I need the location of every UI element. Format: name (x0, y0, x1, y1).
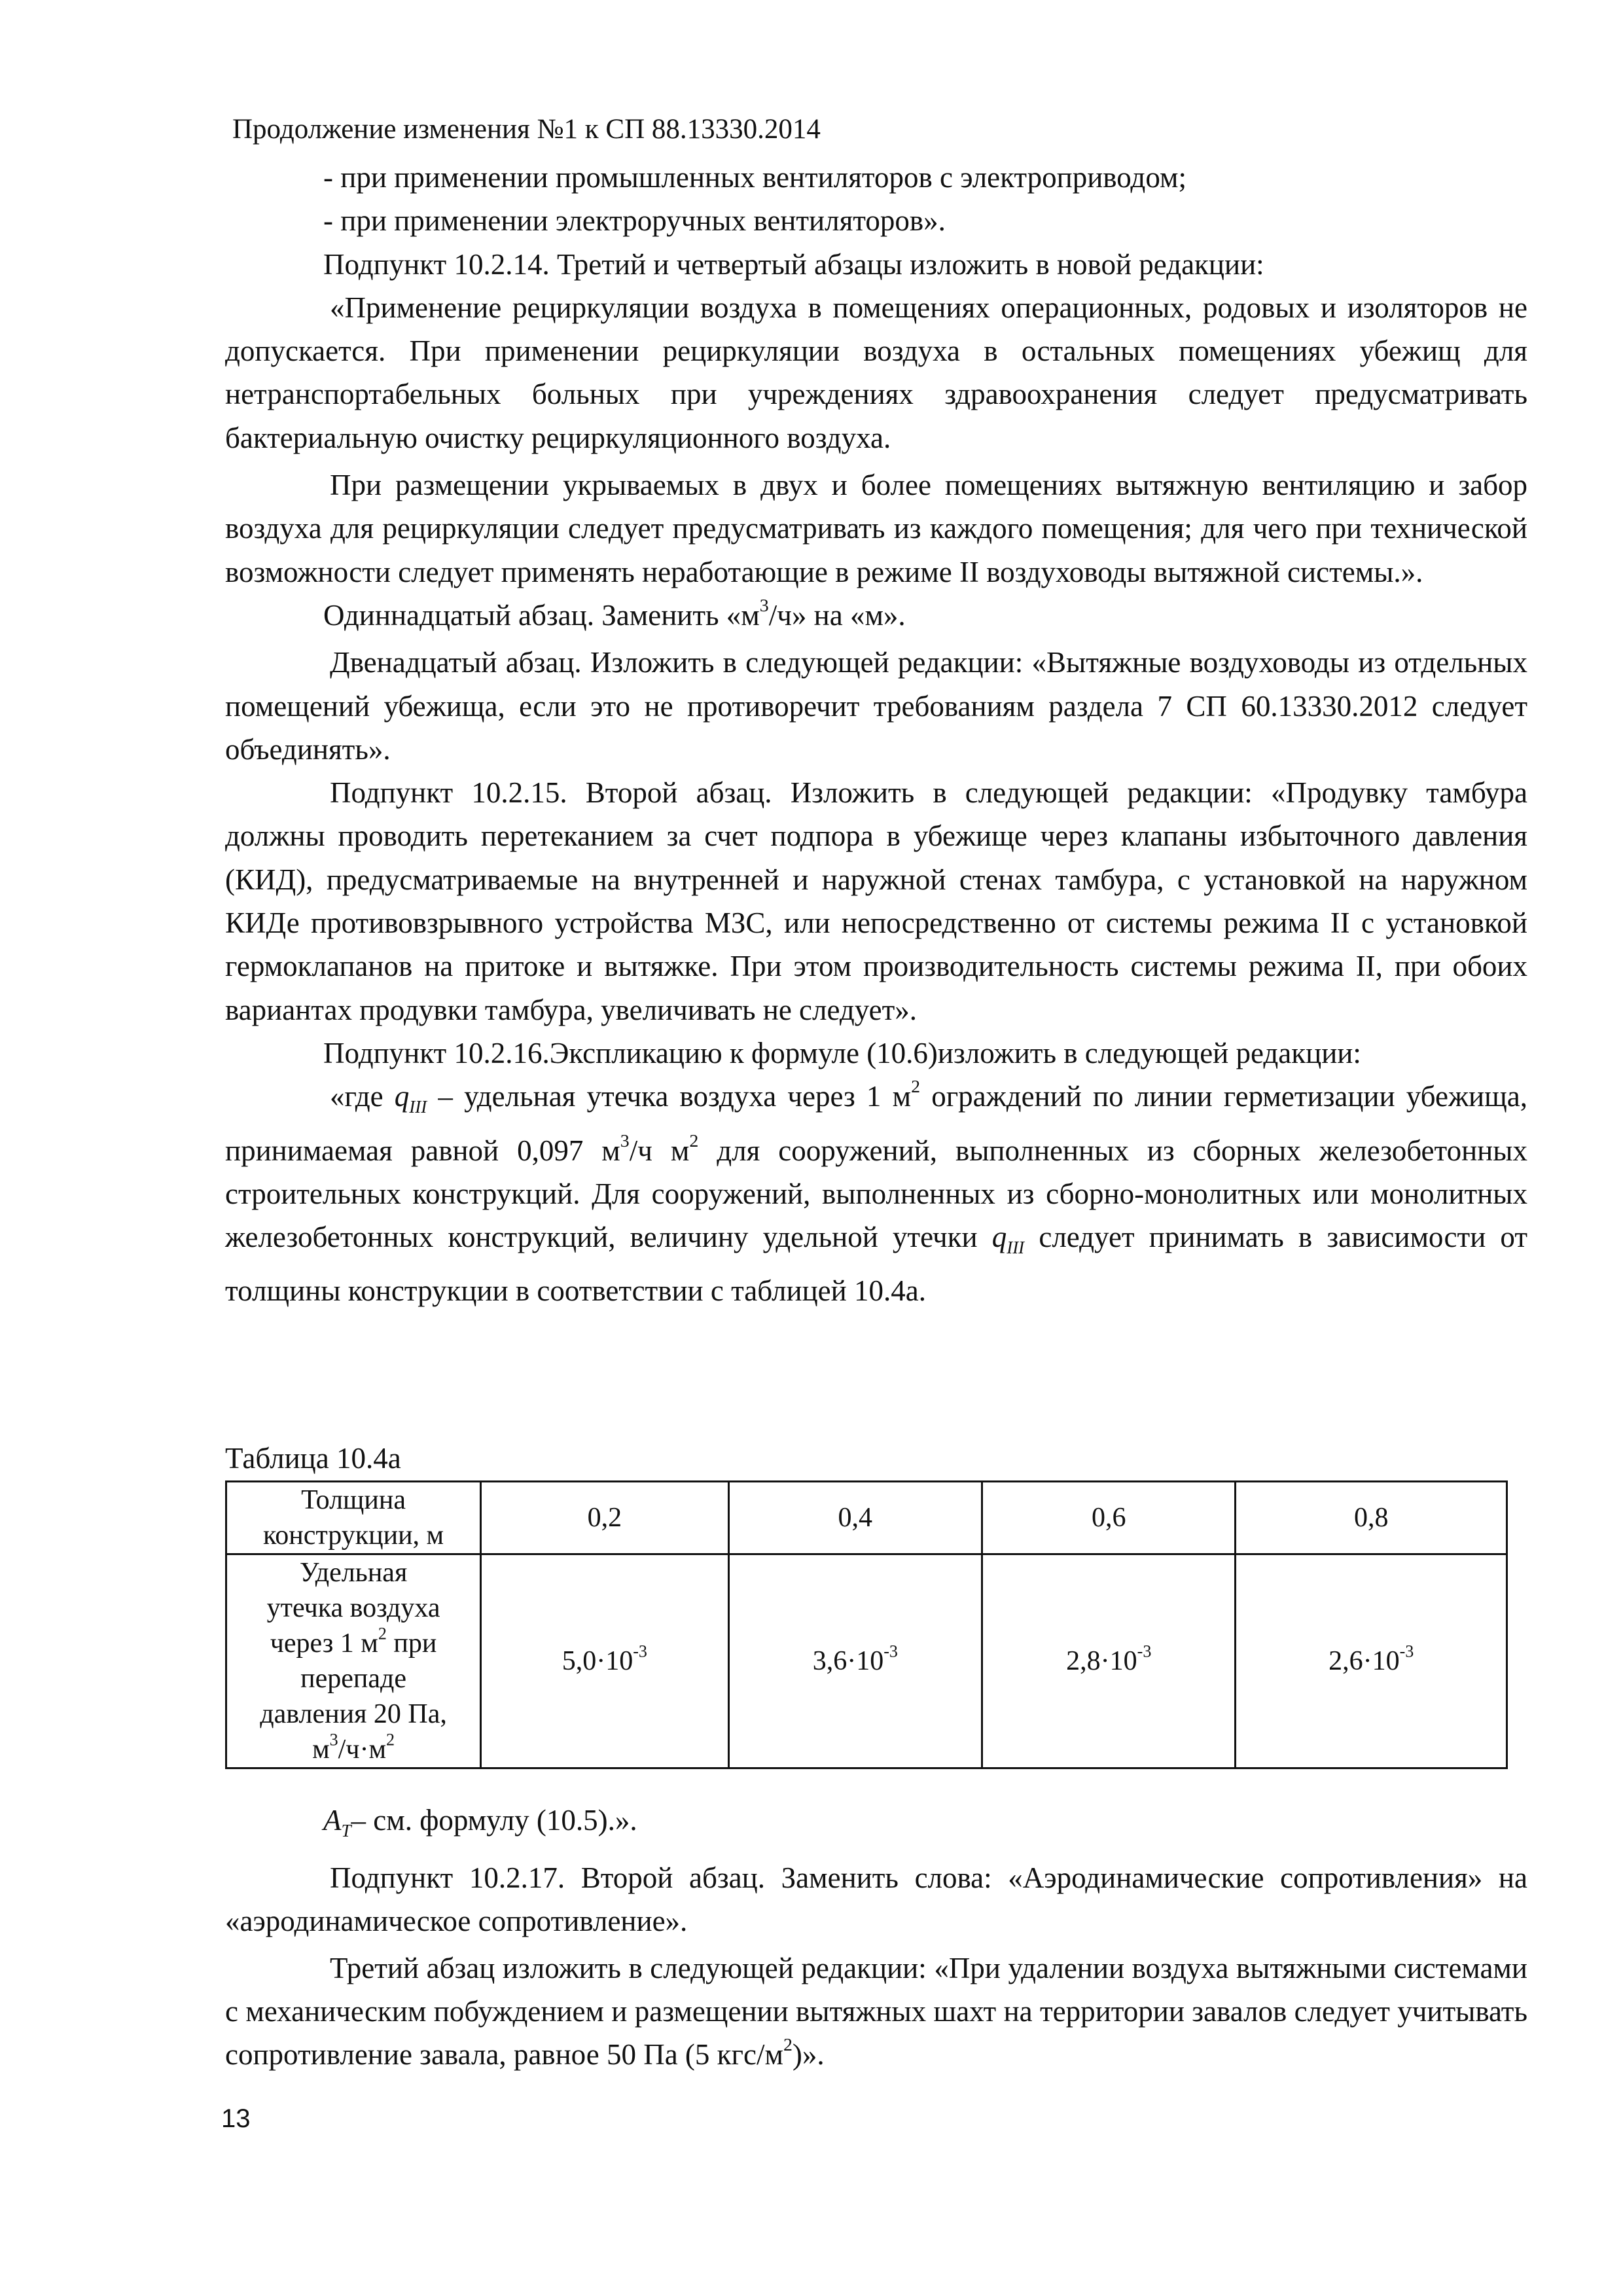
table-cell: $5,0\cdot 10^{-3}$ (481, 1554, 728, 1768)
paragraph: При размещении укрываемых в двух и более помещениях вытяжную вентиляцию и забор воздуха для рециркуляции следует предусматривать из каждого помещения; для чего при технической возможности следует применять неработающие в режиме II воздуховоды вытяжной системы.». (225, 469, 1527, 588)
paragraph: Подпункт 10.2.16.Экспликацию к формуле (10.6)изложить в следующей редакции: (323, 1036, 1361, 1069)
paragraph: Третий абзац изложить в следующей редакции: «При удалении воздуха вытяжными системами с механическим побуждением и размещении вытяжных шахт на территории завалов следует учитывать сопротивление завала, равное 50 Па (5 кгс/$м^2$)». (225, 1952, 1527, 2071)
paragraph: «Применение рециркуляции воздуха в помещениях операционных, родовых и изоляторов не допускается. При применении рециркуляции воздуха в остальных помещениях убежищ для нетранспортабельных больных при учреждениях здравоохранения следует предусматривать бактериальную очистку рециркуляционного воздуха. (225, 291, 1527, 454)
paragraph: Одиннадцатый абзац. Заменить «$м^3/ч$» на «м». (323, 596, 906, 632)
table-row (226, 1482, 1507, 1554)
leak-table (225, 1480, 1508, 1769)
paragraph: «где $q_{III}$ – удельная утечка воздуха через 1 $м^2$ ограждений по линии герметизации убежища, принимаемая равной 0,097 $м^3/ч$ $м^2$ для сооружений, выполненных из сборных железобетонных строительных конструкций. Для сооружений, выполненных из сборно-монолитных или монолитных железобетонных конструкций, величину удельной утечки $q_{III}$ следует принимать в зависимости от толщины конструкции в соответствии с таблицей 10.4а. (225, 1077, 1528, 1308)
table-cell: 0,8 (1236, 1482, 1507, 1554)
row-label-thickness: Толщина конструкции, м (226, 1482, 481, 1554)
paragraph: $A_T-$ см. формулу (10.5).». (323, 1804, 637, 1840)
paragraph: Подпункт 10.2.15. Второй абзац. Изложить в следующей редакции: «Продувку тамбура должны проводить перетеканием за счет подпора в убежище через клапаны избыточного давления (КИД), предусматриваемые на внутренней и наружной стенах тамбура, с установкой на наружном КИДе противовзрывного устройства МЗС, или непосредственно от системы режима II с установкой гермоклапанов на притоке и вытяжке. При этом производительность системы режима II, при обоих вариантах продувки тамбура, увеличивать не следует». (225, 776, 1527, 1026)
table-cell: $2,6\cdot 10^{-3}$ (1236, 1554, 1507, 1768)
table-row (226, 1554, 1507, 1768)
table-cell: $2,8\cdot 10^{-3}$ (982, 1554, 1236, 1768)
table-cell: $3,6\cdot 10^{-3}$ (728, 1554, 982, 1768)
paragraph: - при применении электроручных вентиляторов». (323, 204, 946, 238)
paragraph: Подпункт 10.2.14. Третий и четвертый абзацы изложить в новой редакции: (323, 247, 1264, 281)
table-cell: 0,2 (481, 1482, 728, 1554)
paragraph: Подпункт 10.2.17. Второй абзац. Заменить слова: «Аэродинамические сопротивления» на «аэродинамическое сопротивление». (225, 1861, 1527, 1937)
table-cell: 0,6 (982, 1482, 1236, 1554)
page-number: 13 (221, 2104, 251, 2133)
row-label-leak: Удельная утечка воздуха через 1 $м^2$ при перепаде давления 20 Па, $м^3/ч\cdot м^2$ (226, 1554, 481, 1768)
table-cell: 0,4 (728, 1482, 982, 1554)
document-body (225, 156, 1527, 1313)
paragraph: Двенадцатый абзац. Изложить в следующей редакции: «Вытяжные воздуховоды из отдельных помещений убежища, если это не противоречит требованиям раздела 7 СП 60.13330.2012 следует объединять». (225, 646, 1527, 766)
table-caption: Таблица 10.4а (225, 1442, 401, 1475)
page-header: Продолжение изменения №1 к СП 88.13330.2014 (232, 114, 821, 145)
paragraph: - при применении промышленных вентиляторов с электроприводом; (323, 161, 1186, 194)
document-body-after-table (225, 1799, 1527, 2076)
